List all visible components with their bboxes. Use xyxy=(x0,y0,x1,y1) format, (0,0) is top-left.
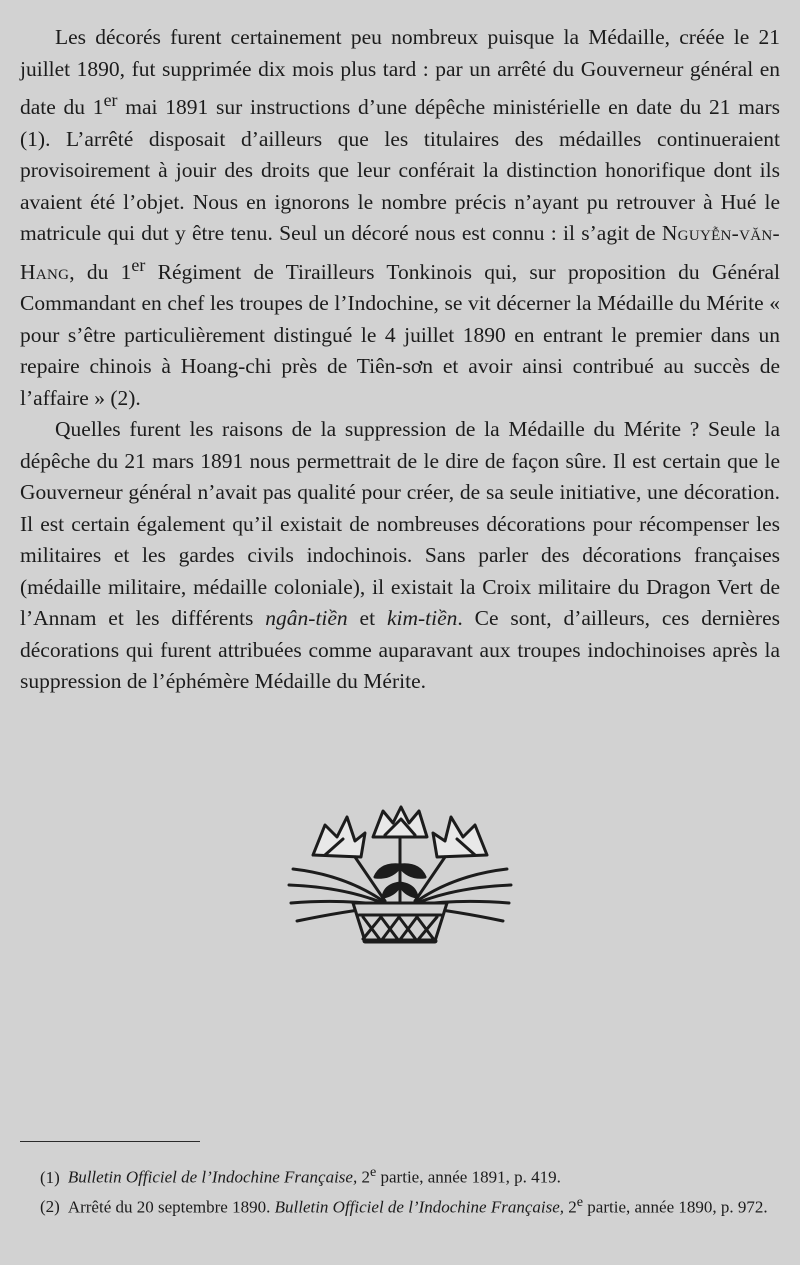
paragraph-2 xyxy=(20,414,780,698)
footnote-2-part-b: 2 xyxy=(564,1197,577,1217)
footnotes xyxy=(20,1160,780,1219)
ordinal-superscript: er xyxy=(131,254,146,275)
footnote-2-part-c: partie, année 1890, p. 972. xyxy=(583,1197,768,1217)
footnote-1 xyxy=(20,1160,780,1190)
footnote-2-number: (2) xyxy=(40,1197,60,1217)
flower-basket-icon xyxy=(285,805,515,947)
paragraph-1-part-b: mai 1891 sur instructions d’une dépêche ministérielle en date du 21 mars (1). L’arrêté disposait d’ailleurs que les titulaires des médailles continueraient provisoirement à jouir des droits que leur conférait la distinction honorifique dont ils avaient été l’objet. Nous en ignorons le nombre précis n’ayant pu retrouver à Hué le matricule qui dut y être tenu. Seul un décoré nous est connu : il s’agit de xyxy=(20,95,780,246)
paragraph-1-part-d: Régiment de Tirailleurs Tonkinois qui, sur proposition du Général Commandant en chef les troupes de l’Indochine, se vit décerner la Médaille du Mérite « pour s’être particulièrement distingué le 4 juillet 1890 en entrant le premier dans un repaire chinois à Hoang-chi près de Tiên-sơn et avoir ainsi contribué au succès de l’affaire » (2). xyxy=(20,259,780,410)
decoration-name-kim-tien: kim-tiền xyxy=(386,606,458,631)
footnote-2-publication: Bulletin Officiel de l’Indochine Française, xyxy=(274,1197,564,1217)
paragraph-2-part-c: . Ce sont, d’ailleurs, ces dernières décorations qui furent attribuées comme auparavant aux troupes indochinoises après la suppression de l’éphémère Médaille du Mérite. xyxy=(20,606,780,694)
footnote-2-superscript: e xyxy=(576,1193,584,1210)
ordinal-superscript: er xyxy=(103,90,118,110)
footnote-2-part-a: Arrêté du 20 septembre 1890. xyxy=(67,1197,275,1217)
decorated-person-name: Nguyễn-văn-Hang xyxy=(20,221,780,284)
footnote-1-part-a: 2 xyxy=(357,1167,370,1187)
paragraph-1 xyxy=(20,22,780,414)
footnote-1-number: (1) xyxy=(40,1167,60,1187)
decoration-name-ngan-tien: ngân-tiền xyxy=(265,606,348,631)
paragraph-1-part-a: Les décorés furent certainement peu nombreux puisque la Médaille, créée le 21 juillet 1890, fut supprimée dix mois plus tard : par un arrêté du Gouverneur général en date du 1 xyxy=(20,25,780,120)
paragraph-1-part-c: , du 1 xyxy=(69,259,132,284)
paragraph-2-part-a: Quelles furent les raisons de la suppression de la Médaille du Mérite ? Seule la dépêche du 21 mars 1891 nous permettrait de le dire de façon sûre. Il est certain que le Gouverneur général n’avait pas qualité pour créer, de sa seule initiative, une décoration. Il est certain également qu’il existait de nombreuses décorations pour récompenser les militaires et les gardes civils indochinois. Sans parler des décorations françaises (médaille militaire, médaille coloniale), il existait la Croix militaire du Dragon Vert de l’Annam et les différents xyxy=(20,417,780,631)
footnote-separator xyxy=(20,1141,200,1142)
footnote-1-part-b: partie, année 1891, p. 419. xyxy=(376,1167,561,1187)
paragraph-2-part-b: et xyxy=(347,606,387,631)
footnote-2 xyxy=(20,1190,780,1220)
main-text xyxy=(20,22,780,698)
footnote-1-superscript: e xyxy=(369,1164,377,1180)
footnote-1-publication: Bulletin Officiel de l’Indochine Française, xyxy=(67,1167,358,1187)
